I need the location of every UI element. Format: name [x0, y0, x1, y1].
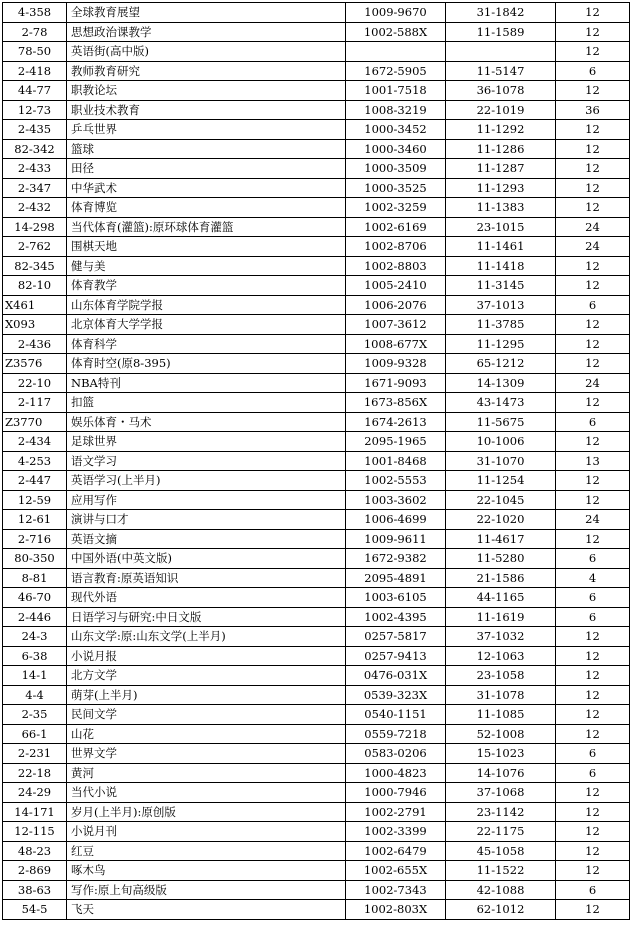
table-row [3, 705, 630, 725]
code-cell: 6-38 [3, 646, 67, 666]
frequency-cell: 12 [556, 685, 630, 705]
cn-cell: 37-1068 [446, 783, 556, 803]
code-cell: 2-716 [3, 529, 67, 549]
issn-cell: 1006-4699 [346, 510, 446, 530]
issn-cell: 1009-9611 [346, 529, 446, 549]
cn-cell: 23-1058 [446, 666, 556, 686]
cn-cell: 22-1019 [446, 100, 556, 120]
table-row [3, 42, 630, 62]
cn-cell: 37-1032 [446, 627, 556, 647]
table-row [3, 139, 630, 159]
cn-cell: 36-1078 [446, 81, 556, 101]
issn-cell: 2095-4891 [346, 568, 446, 588]
name-cell: 山东文学:原:山东文学(上半月) [67, 627, 346, 647]
name-cell: 田径 [67, 159, 346, 179]
name-cell: 北京体育大学学报 [67, 315, 346, 335]
code-cell: 14-1 [3, 666, 67, 686]
table-row [3, 237, 630, 257]
code-cell: 2-78 [3, 22, 67, 42]
name-cell: 英语街(高中版) [67, 42, 346, 62]
issn-cell: 1002-803X [346, 900, 446, 920]
table-row [3, 880, 630, 900]
issn-cell: 1007-3612 [346, 315, 446, 335]
frequency-cell: 12 [556, 393, 630, 413]
name-cell: 体育博览 [67, 198, 346, 218]
issn-cell: 1002-7343 [346, 880, 446, 900]
table-row [3, 334, 630, 354]
table-row [3, 256, 630, 276]
table-row [3, 861, 630, 881]
issn-cell: 0539-323X [346, 685, 446, 705]
name-cell: 全球教育展望 [67, 3, 346, 23]
frequency-cell: 6 [556, 61, 630, 81]
code-cell: 54-5 [3, 900, 67, 920]
table-row [3, 22, 630, 42]
name-cell: 小说月报 [67, 646, 346, 666]
name-cell: 写作:原上旬高级版 [67, 880, 346, 900]
cn-cell: 11-1286 [446, 139, 556, 159]
frequency-cell: 12 [556, 256, 630, 276]
code-cell: 2-435 [3, 120, 67, 140]
code-cell: 2-433 [3, 159, 67, 179]
code-cell: 2-436 [3, 334, 67, 354]
frequency-cell: 12 [556, 334, 630, 354]
frequency-cell: 12 [556, 666, 630, 686]
name-cell: 足球世界 [67, 432, 346, 452]
table-row [3, 549, 630, 569]
table-row [3, 744, 630, 764]
frequency-cell: 24 [556, 510, 630, 530]
table-row [3, 627, 630, 647]
frequency-cell: 12 [556, 841, 630, 861]
issn-cell: 1002-6479 [346, 841, 446, 861]
table-row [3, 763, 630, 783]
code-cell: 2-347 [3, 178, 67, 198]
cn-cell: 65-1212 [446, 354, 556, 374]
frequency-cell: 6 [556, 880, 630, 900]
table-row [3, 783, 630, 803]
code-cell: 24-29 [3, 783, 67, 803]
cn-cell: 23-1015 [446, 217, 556, 237]
table-row [3, 198, 630, 218]
code-cell: X093 [3, 315, 67, 335]
issn-cell: 1006-2076 [346, 295, 446, 315]
cn-cell: 11-1522 [446, 861, 556, 881]
code-cell: 2-35 [3, 705, 67, 725]
table-row [3, 588, 630, 608]
name-cell: 职业技术教育 [67, 100, 346, 120]
table-row [3, 607, 630, 627]
issn-cell: 0257-5817 [346, 627, 446, 647]
frequency-cell: 12 [556, 861, 630, 881]
name-cell: 飞天 [67, 900, 346, 920]
name-cell: 语文学习 [67, 451, 346, 471]
frequency-cell: 6 [556, 744, 630, 764]
name-cell: 篮球 [67, 139, 346, 159]
code-cell: 4-358 [3, 3, 67, 23]
table-row [3, 900, 630, 920]
table-row [3, 61, 630, 81]
cn-cell: 11-5147 [446, 61, 556, 81]
cn-cell: 42-1088 [446, 880, 556, 900]
frequency-cell: 12 [556, 3, 630, 23]
issn-cell: 1003-6105 [346, 588, 446, 608]
issn-cell: 1002-2791 [346, 802, 446, 822]
cn-cell: 22-1045 [446, 490, 556, 510]
issn-cell [346, 42, 446, 62]
issn-cell: 1674-2613 [346, 412, 446, 432]
name-cell: 日语学习与研究:中日文版 [67, 607, 346, 627]
frequency-cell: 12 [556, 705, 630, 725]
code-cell: 2-231 [3, 744, 67, 764]
table-row [3, 568, 630, 588]
table-row [3, 432, 630, 452]
cn-cell: 15-1023 [446, 744, 556, 764]
table-row [3, 490, 630, 510]
table-row [3, 451, 630, 471]
frequency-cell: 6 [556, 763, 630, 783]
name-cell: 当代小说 [67, 783, 346, 803]
issn-cell: 1002-8803 [346, 256, 446, 276]
frequency-cell: 12 [556, 529, 630, 549]
frequency-cell: 12 [556, 198, 630, 218]
cn-cell: 43-1473 [446, 393, 556, 413]
cn-cell: 11-1461 [446, 237, 556, 257]
frequency-cell: 12 [556, 900, 630, 920]
frequency-cell: 6 [556, 295, 630, 315]
code-cell: 2-762 [3, 237, 67, 257]
issn-cell: 0257-9413 [346, 646, 446, 666]
code-cell: 2-447 [3, 471, 67, 491]
code-cell: 14-298 [3, 217, 67, 237]
table-row [3, 412, 630, 432]
code-cell: 8-81 [3, 568, 67, 588]
frequency-cell: 6 [556, 412, 630, 432]
frequency-cell: 12 [556, 120, 630, 140]
issn-cell: 1000-3509 [346, 159, 446, 179]
issn-cell: 0540-1151 [346, 705, 446, 725]
issn-cell: 1672-9382 [346, 549, 446, 569]
table-row [3, 217, 630, 237]
name-cell: 岁月(上半月):原创版 [67, 802, 346, 822]
table-row [3, 178, 630, 198]
issn-cell: 1002-655X [346, 861, 446, 881]
name-cell: 娱乐体育・马术 [67, 412, 346, 432]
frequency-cell: 24 [556, 237, 630, 257]
table-row [3, 724, 630, 744]
code-cell: 2-434 [3, 432, 67, 452]
issn-cell: 0476-031X [346, 666, 446, 686]
issn-cell: 1002-588X [346, 22, 446, 42]
name-cell: 职教论坛 [67, 81, 346, 101]
cn-cell: 11-1589 [446, 22, 556, 42]
cn-cell: 11-1293 [446, 178, 556, 198]
name-cell: 体育时空(原8-395) [67, 354, 346, 374]
cn-cell: 11-1418 [446, 256, 556, 276]
name-cell: 现代外语 [67, 588, 346, 608]
name-cell: 世界文学 [67, 744, 346, 764]
issn-cell: 1672-5905 [346, 61, 446, 81]
frequency-cell: 12 [556, 432, 630, 452]
code-cell: 82-345 [3, 256, 67, 276]
cn-cell: 12-1063 [446, 646, 556, 666]
table-row [3, 666, 630, 686]
frequency-cell: 12 [556, 724, 630, 744]
code-cell: 12-61 [3, 510, 67, 530]
frequency-cell: 36 [556, 100, 630, 120]
cn-cell: 11-1383 [446, 198, 556, 218]
frequency-cell: 12 [556, 646, 630, 666]
code-cell: 22-18 [3, 763, 67, 783]
name-cell: 山花 [67, 724, 346, 744]
name-cell: 体育科学 [67, 334, 346, 354]
frequency-cell: 4 [556, 568, 630, 588]
issn-cell: 1000-3525 [346, 178, 446, 198]
name-cell: 中华武术 [67, 178, 346, 198]
frequency-cell: 12 [556, 42, 630, 62]
name-cell: NBA特刊 [67, 373, 346, 393]
code-cell: 82-10 [3, 276, 67, 296]
table-row [3, 81, 630, 101]
cn-cell: 11-5280 [446, 549, 556, 569]
issn-cell: 1002-6169 [346, 217, 446, 237]
table-row [3, 295, 630, 315]
table-row [3, 471, 630, 491]
cn-cell: 11-3145 [446, 276, 556, 296]
issn-cell: 1673-856X [346, 393, 446, 413]
cn-cell: 22-1020 [446, 510, 556, 530]
table-row [3, 529, 630, 549]
cn-cell: 14-1309 [446, 373, 556, 393]
frequency-cell: 12 [556, 139, 630, 159]
frequency-cell: 12 [556, 276, 630, 296]
code-cell: 2-418 [3, 61, 67, 81]
table-row [3, 373, 630, 393]
code-cell: 4-4 [3, 685, 67, 705]
frequency-cell: 12 [556, 783, 630, 803]
frequency-cell: 12 [556, 490, 630, 510]
issn-cell: 1000-3452 [346, 120, 446, 140]
cn-cell: 11-3785 [446, 315, 556, 335]
issn-cell: 1000-4823 [346, 763, 446, 783]
name-cell: 黄河 [67, 763, 346, 783]
name-cell: 当代体育(灌篮):原环球体育灌篮 [67, 217, 346, 237]
cn-cell: 31-1070 [446, 451, 556, 471]
name-cell: 语言教育:原英语知识 [67, 568, 346, 588]
table-row [3, 841, 630, 861]
table-row [3, 510, 630, 530]
name-cell: 北方文学 [67, 666, 346, 686]
code-cell: 2-869 [3, 861, 67, 881]
cn-cell: 11-4617 [446, 529, 556, 549]
name-cell: 乒乓世界 [67, 120, 346, 140]
code-cell: X461 [3, 295, 67, 315]
issn-cell: 0583-0206 [346, 744, 446, 764]
code-cell: 2-432 [3, 198, 67, 218]
frequency-cell: 6 [556, 549, 630, 569]
frequency-cell: 12 [556, 178, 630, 198]
cn-cell: 22-1175 [446, 822, 556, 842]
frequency-cell: 6 [556, 588, 630, 608]
code-cell: 78-50 [3, 42, 67, 62]
issn-cell: 2095-1965 [346, 432, 446, 452]
cn-cell: 11-1619 [446, 607, 556, 627]
cn-cell: 37-1013 [446, 295, 556, 315]
frequency-cell: 12 [556, 822, 630, 842]
frequency-cell: 12 [556, 22, 630, 42]
name-cell: 应用写作 [67, 490, 346, 510]
table-row [3, 315, 630, 335]
cn-cell: 45-1058 [446, 841, 556, 861]
name-cell: 中国外语(中英文版) [67, 549, 346, 569]
issn-cell: 1002-3259 [346, 198, 446, 218]
frequency-cell: 24 [556, 373, 630, 393]
table-row [3, 393, 630, 413]
table-row [3, 354, 630, 374]
cn-cell: 31-1842 [446, 3, 556, 23]
name-cell: 演讲与口才 [67, 510, 346, 530]
name-cell: 教师教育研究 [67, 61, 346, 81]
cn-cell [446, 42, 556, 62]
issn-cell: 1001-7518 [346, 81, 446, 101]
code-cell: 80-350 [3, 549, 67, 569]
code-cell: 12-115 [3, 822, 67, 842]
code-cell: Z3576 [3, 354, 67, 374]
issn-cell: 1000-3460 [346, 139, 446, 159]
table-row [3, 276, 630, 296]
table-row [3, 100, 630, 120]
code-cell: 4-253 [3, 451, 67, 471]
frequency-cell: 6 [556, 607, 630, 627]
cn-cell: 11-1085 [446, 705, 556, 725]
code-cell: 22-10 [3, 373, 67, 393]
name-cell: 红豆 [67, 841, 346, 861]
name-cell: 体育教学 [67, 276, 346, 296]
cn-cell: 44-1165 [446, 588, 556, 608]
cn-cell: 11-1254 [446, 471, 556, 491]
journal-table [2, 2, 630, 920]
issn-cell: 1008-677X [346, 334, 446, 354]
table-row [3, 646, 630, 666]
journal-table-body [3, 3, 630, 920]
cn-cell: 14-1076 [446, 763, 556, 783]
code-cell: 2-117 [3, 393, 67, 413]
frequency-cell: 12 [556, 315, 630, 335]
name-cell: 民间文学 [67, 705, 346, 725]
frequency-cell: 12 [556, 471, 630, 491]
table-row [3, 685, 630, 705]
issn-cell: 1002-5553 [346, 471, 446, 491]
issn-cell: 1002-4395 [346, 607, 446, 627]
name-cell: 围棋天地 [67, 237, 346, 257]
cn-cell: 21-1586 [446, 568, 556, 588]
cn-cell: 11-5675 [446, 412, 556, 432]
name-cell: 山东体育学院学报 [67, 295, 346, 315]
name-cell: 思想政治课教学 [67, 22, 346, 42]
table-row [3, 120, 630, 140]
issn-cell: 1003-3602 [346, 490, 446, 510]
code-cell: Z3770 [3, 412, 67, 432]
table-row [3, 159, 630, 179]
table-row [3, 802, 630, 822]
issn-cell: 1671-9093 [346, 373, 446, 393]
cn-cell: 23-1142 [446, 802, 556, 822]
frequency-cell: 12 [556, 354, 630, 374]
issn-cell: 1001-8468 [346, 451, 446, 471]
issn-cell: 1008-3219 [346, 100, 446, 120]
cn-cell: 10-1006 [446, 432, 556, 452]
frequency-cell: 24 [556, 217, 630, 237]
issn-cell: 1000-7946 [346, 783, 446, 803]
issn-cell: 1002-3399 [346, 822, 446, 842]
cn-cell: 11-1292 [446, 120, 556, 140]
cn-cell: 11-1295 [446, 334, 556, 354]
table-row [3, 822, 630, 842]
code-cell: 38-63 [3, 880, 67, 900]
issn-cell: 1002-8706 [346, 237, 446, 257]
name-cell: 扣篮 [67, 393, 346, 413]
issn-cell: 0559-7218 [346, 724, 446, 744]
name-cell: 啄木鸟 [67, 861, 346, 881]
name-cell: 健与美 [67, 256, 346, 276]
code-cell: 14-171 [3, 802, 67, 822]
issn-cell: 1009-9670 [346, 3, 446, 23]
issn-cell: 1005-2410 [346, 276, 446, 296]
code-cell: 12-73 [3, 100, 67, 120]
code-cell: 46-70 [3, 588, 67, 608]
cn-cell: 62-1012 [446, 900, 556, 920]
name-cell: 小说月刊 [67, 822, 346, 842]
name-cell: 英语文摘 [67, 529, 346, 549]
frequency-cell: 12 [556, 81, 630, 101]
cn-cell: 31-1078 [446, 685, 556, 705]
frequency-cell: 12 [556, 627, 630, 647]
issn-cell: 1009-9328 [346, 354, 446, 374]
code-cell: 2-446 [3, 607, 67, 627]
cn-cell: 11-1287 [446, 159, 556, 179]
code-cell: 12-59 [3, 490, 67, 510]
frequency-cell: 13 [556, 451, 630, 471]
frequency-cell: 12 [556, 802, 630, 822]
code-cell: 44-77 [3, 81, 67, 101]
code-cell: 24-3 [3, 627, 67, 647]
frequency-cell: 12 [556, 159, 630, 179]
cn-cell: 52-1008 [446, 724, 556, 744]
name-cell: 萌芽(上半月) [67, 685, 346, 705]
code-cell: 66-1 [3, 724, 67, 744]
table-row [3, 3, 630, 23]
code-cell: 82-342 [3, 139, 67, 159]
code-cell: 48-23 [3, 841, 67, 861]
name-cell: 英语学习(上半月) [67, 471, 346, 491]
